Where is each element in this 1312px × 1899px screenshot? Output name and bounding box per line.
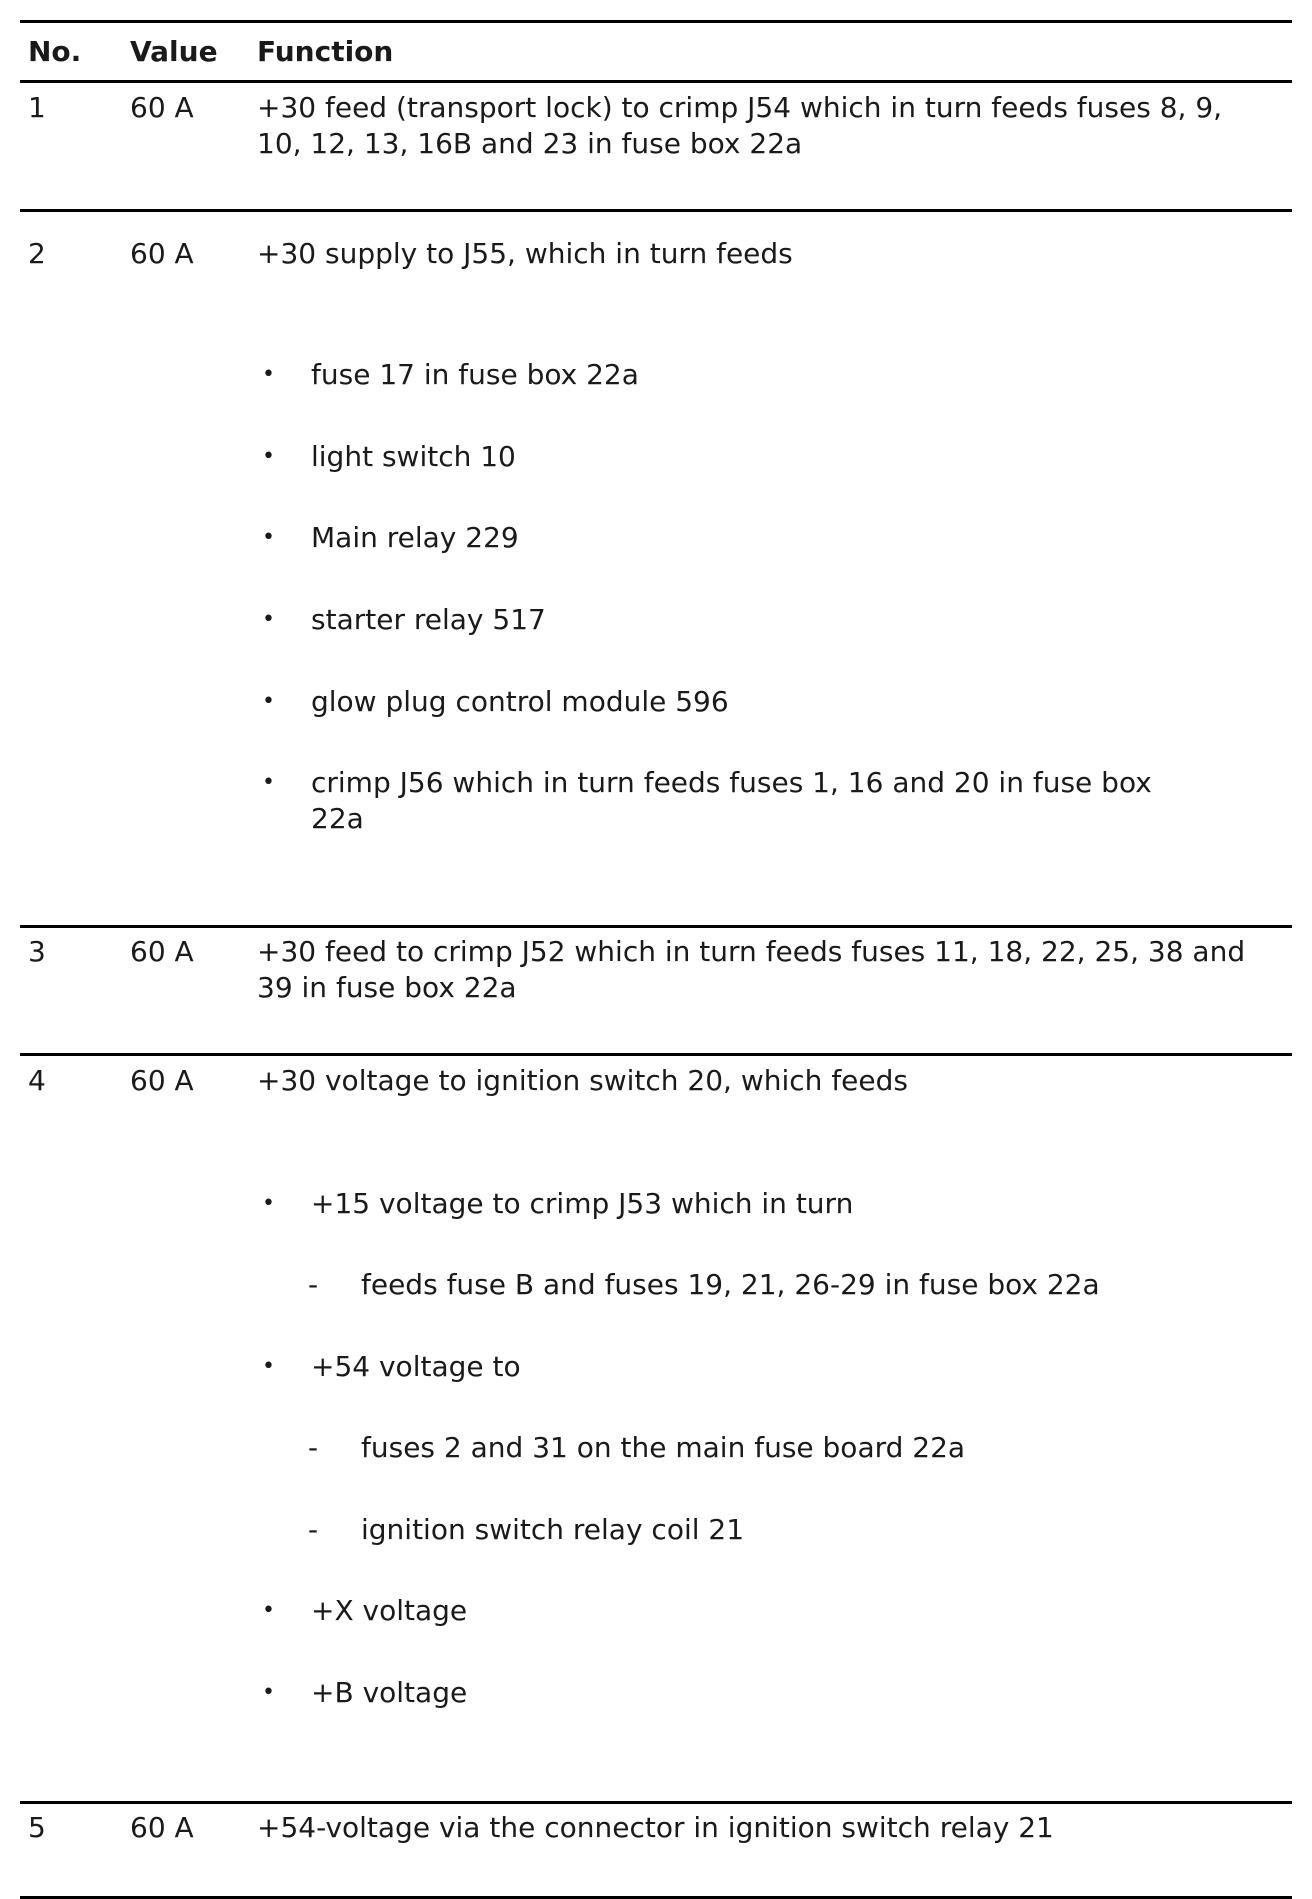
sub-list-item-text: fuses 2 and 31 on the main fuse board 22a [361, 1431, 966, 1464]
row-divider [20, 1053, 1292, 1056]
bullet-icon: • [262, 525, 275, 550]
bullet-icon: • [262, 607, 275, 632]
sub-list-item-text: feeds fuse B and fuses 19, 21, 26-29 in fuse box 22a [361, 1268, 1100, 1301]
list-item-text: +15 voltage to crimp J53 which in turn [311, 1187, 854, 1220]
row-value: 60 A [130, 1811, 194, 1844]
row-value: 60 A [130, 935, 194, 968]
row-value: 60 A [130, 91, 194, 124]
list-item-text: glow plug control module 596 [311, 685, 729, 718]
row-function: +30 feed to crimp J52 which in turn feeds fuses 11, 18, 22, 25, 38 and 39 in fuse box 22a [257, 935, 1246, 1004]
list-item-text: crimp J56 which in turn feeds fuses 1, 16 and 20 in fuse box 22a [311, 766, 1152, 835]
bullet-icon: • [262, 362, 275, 387]
row-no: 4 [28, 1064, 46, 1097]
row-divider [20, 925, 1292, 928]
list-item-text: fuse 17 in fuse box 22a [311, 358, 639, 391]
row-no: 1 [28, 91, 46, 124]
sub-list-item-text: ignition switch relay coil 21 [361, 1513, 745, 1546]
row-value: 60 A [130, 1064, 194, 1097]
bullet-icon: • [262, 770, 275, 795]
row-function: +30 voltage to ignition switch 20, which feeds [257, 1064, 908, 1097]
list-item-text: +B voltage [311, 1676, 468, 1709]
header-rule [20, 80, 1292, 83]
list-item-text: starter relay 517 [311, 603, 546, 636]
row-divider [20, 209, 1292, 212]
bullet-icon: • [262, 689, 275, 714]
list-item-text: light switch 10 [311, 440, 516, 473]
list-item-text: +54 voltage to [311, 1350, 521, 1383]
row-function: +54-voltage via the connector in ignition switch relay 21 [257, 1811, 1054, 1844]
header-function: Function [257, 35, 394, 68]
row-no: 3 [28, 935, 46, 968]
row-no: 2 [28, 237, 46, 270]
table-top-rule [20, 20, 1292, 23]
row-function: +30 feed (transport lock) to crimp J54 which in turn feeds fuses 8, 9, 10, 12, 13, 16B and 23 in fuse box 22a [257, 91, 1223, 160]
dash-icon: - [308, 1513, 319, 1546]
row-divider [20, 1801, 1292, 1804]
row-no: 5 [28, 1811, 46, 1844]
header-no: No. [28, 35, 82, 68]
list-item-text: Main relay 229 [311, 521, 519, 554]
row-function: +30 supply to J55, which in turn feeds [257, 237, 793, 270]
list-item-text: +X voltage [311, 1594, 468, 1627]
bullet-icon: • [262, 444, 275, 469]
bullet-icon: • [262, 1191, 275, 1216]
dash-icon: - [308, 1268, 319, 1301]
bullet-icon: • [262, 1680, 275, 1705]
dash-icon: - [308, 1431, 319, 1464]
bullet-icon: • [262, 1598, 275, 1623]
bullet-icon: • [262, 1354, 275, 1379]
row-value: 60 A [130, 237, 194, 270]
header-value: Value [130, 35, 218, 68]
